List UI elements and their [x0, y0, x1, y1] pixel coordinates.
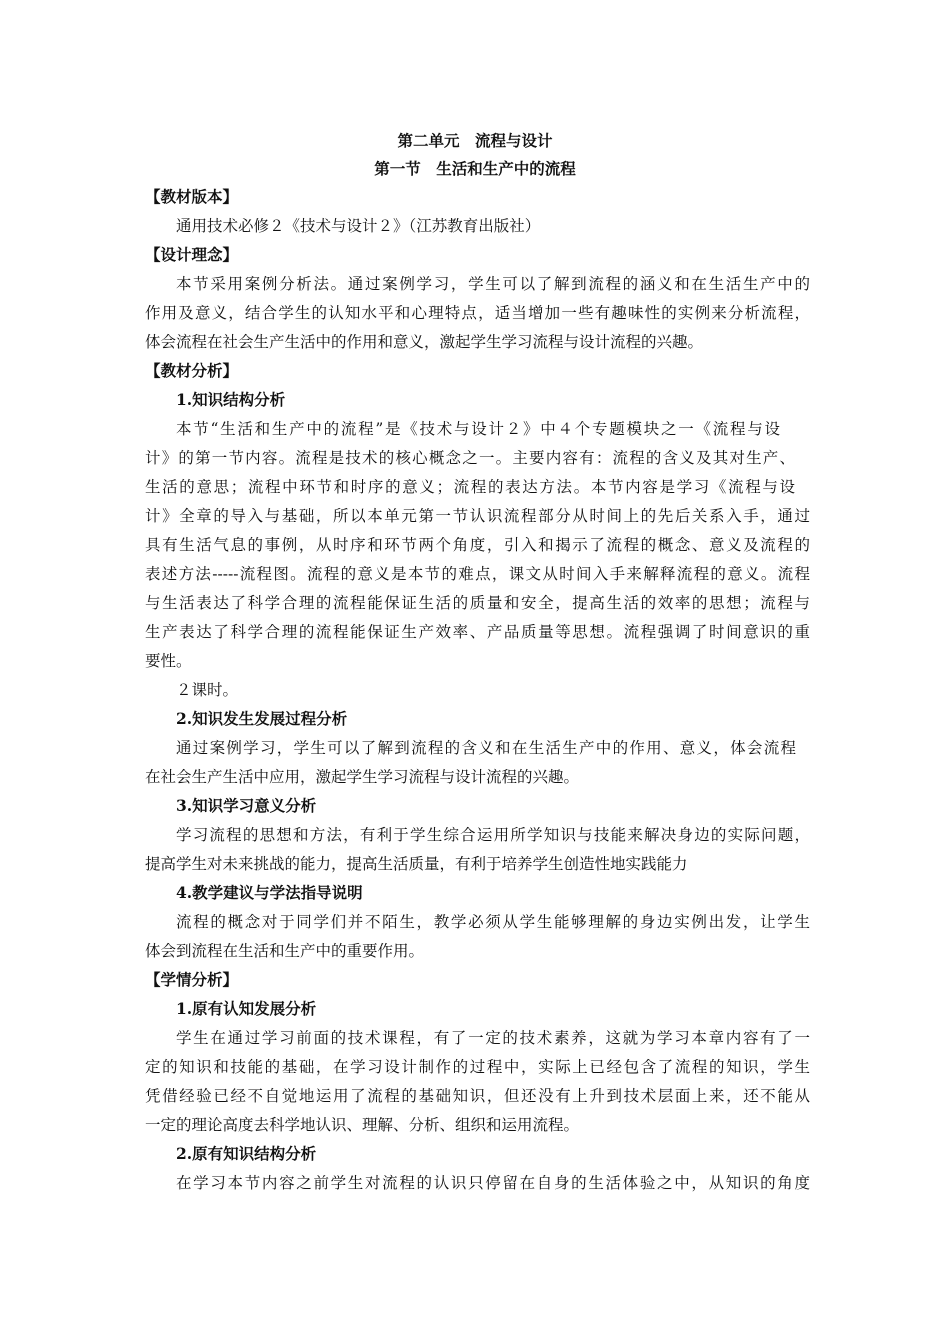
- paragraph-line: 生活的意思；流程中环节和时序的意义；流程的表达方法。本节内容是学习《流程与设: [145, 478, 795, 496]
- class-hours: ２课时。: [176, 681, 239, 699]
- paragraph-line: 计》全章的导入与基础，所以本单元第一节认识流程部分从时间上的先后关系入手，通过: [145, 507, 810, 525]
- paragraph-line: 定的知识和技能的基础，在学习设计制作的过程中，实际上已经包含了流程的知识，学生: [145, 1058, 810, 1076]
- subheading-knowledge-development: 2.知识发生发展过程分析: [176, 709, 348, 728]
- paragraph-line: 体会流程在社会生产生活中的作用和意义，激起学生学习流程与设计流程的兴趣。: [145, 333, 704, 351]
- subheading-cognitive-development: 1.原有认知发展分析: [176, 999, 317, 1018]
- paragraph-line: 流程的概念对于同学们并不陌生，教学必须从学生能够理解的身边实例出发，让学生: [176, 913, 810, 931]
- paragraph-line: 作用及意义，结合学生的认知水平和心理特点，适当增加一些有趣味性的实例来分析流程，: [145, 304, 810, 322]
- subheading-knowledge-structure-prior: 2.原有知识结构分析: [176, 1144, 317, 1163]
- unit-title: 第二单元 流程与设计: [397, 131, 553, 150]
- heading-design-concept: 【设计理念】: [145, 245, 239, 264]
- paragraph-line: 要性。: [145, 652, 192, 670]
- subheading-teaching-suggestions: 4.教学建议与学法指导说明: [176, 883, 363, 902]
- paragraph-line: 体会到流程在生活和生产中的重要作用。: [145, 942, 425, 960]
- paragraph-line: 学生在通过学习前面的技术课程，有了一定的技术素养，这就为学习本章内容有了一: [176, 1029, 810, 1047]
- paragraph-line: 本节“生活和生产中的流程”是《技术与设计２》中４个专题模块之一《流程与设: [176, 420, 780, 438]
- heading-textbook-analysis: 【教材分析】: [145, 361, 239, 380]
- textbook-text: 通用技术必修２《技术与设计２》（江苏教育出版社）: [176, 217, 541, 235]
- paragraph-line: 在社会生产生活中应用，激起学生学习流程与设计流程的兴趣。: [145, 768, 580, 786]
- paragraph-line: 提高学生对未来挑战的能力，提高生活质量，有利于培养学生创造性地实践能力: [145, 855, 688, 873]
- paragraph-line: 凭借经验已经不自觉地运用了流程的基础知识，但还没有上升到技术层面上来，还不能从: [145, 1087, 810, 1105]
- heading-textbook-version: 【教材版本】: [145, 187, 239, 206]
- paragraph-line: 表述方法-----流程图。流程的意义是本节的难点，课文从时间入手来解释流程的意义。流程: [145, 565, 810, 583]
- paragraph-line: 生产表达了科学合理的流程能保证生产效率、产品质量等思想。流程强调了时间意识的重: [145, 623, 810, 641]
- paragraph-line: 具有生活气息的事例，从时序和环节两个角度，引入和揭示了流程的概念、意义及流程的: [145, 536, 810, 554]
- paragraph-line: 与生活表达了科学合理的流程能保证生活的质量和安全，提高生活的效率的思想；流程与: [145, 594, 810, 612]
- paragraph-line: 计》的第一节内容。流程是技术的核心概念之一。主要内容有：流程的含义及其对生产、: [145, 449, 795, 467]
- paragraph-line: 本节采用案例分析法。通过案例学习，学生可以了解到流程的涵义和在生活生产中的: [176, 275, 810, 293]
- subheading-learning-significance: 3.知识学习意义分析: [176, 796, 317, 815]
- paragraph-line: 学习流程的思想和方法，有利于学生综合运用所学知识与技能来解决身边的实际问题，: [176, 826, 810, 844]
- paragraph-line: 在学习本节内容之前学生对流程的认识只停留在自身的生活体验之中，从知识的角度: [176, 1174, 810, 1192]
- heading-student-analysis: 【学情分析】: [145, 970, 239, 989]
- subheading-knowledge-structure: 1.知识结构分析: [176, 390, 286, 409]
- section-title: 第一节 生活和生产中的流程: [374, 159, 576, 178]
- paragraph-line: 一定的理论高度去科学地认识、理解、分析、组织和运用流程。: [145, 1116, 580, 1134]
- paragraph-line: 通过案例学习，学生可以了解到流程的含义和在生活生产中的作用、意义，体会流程: [176, 739, 796, 757]
